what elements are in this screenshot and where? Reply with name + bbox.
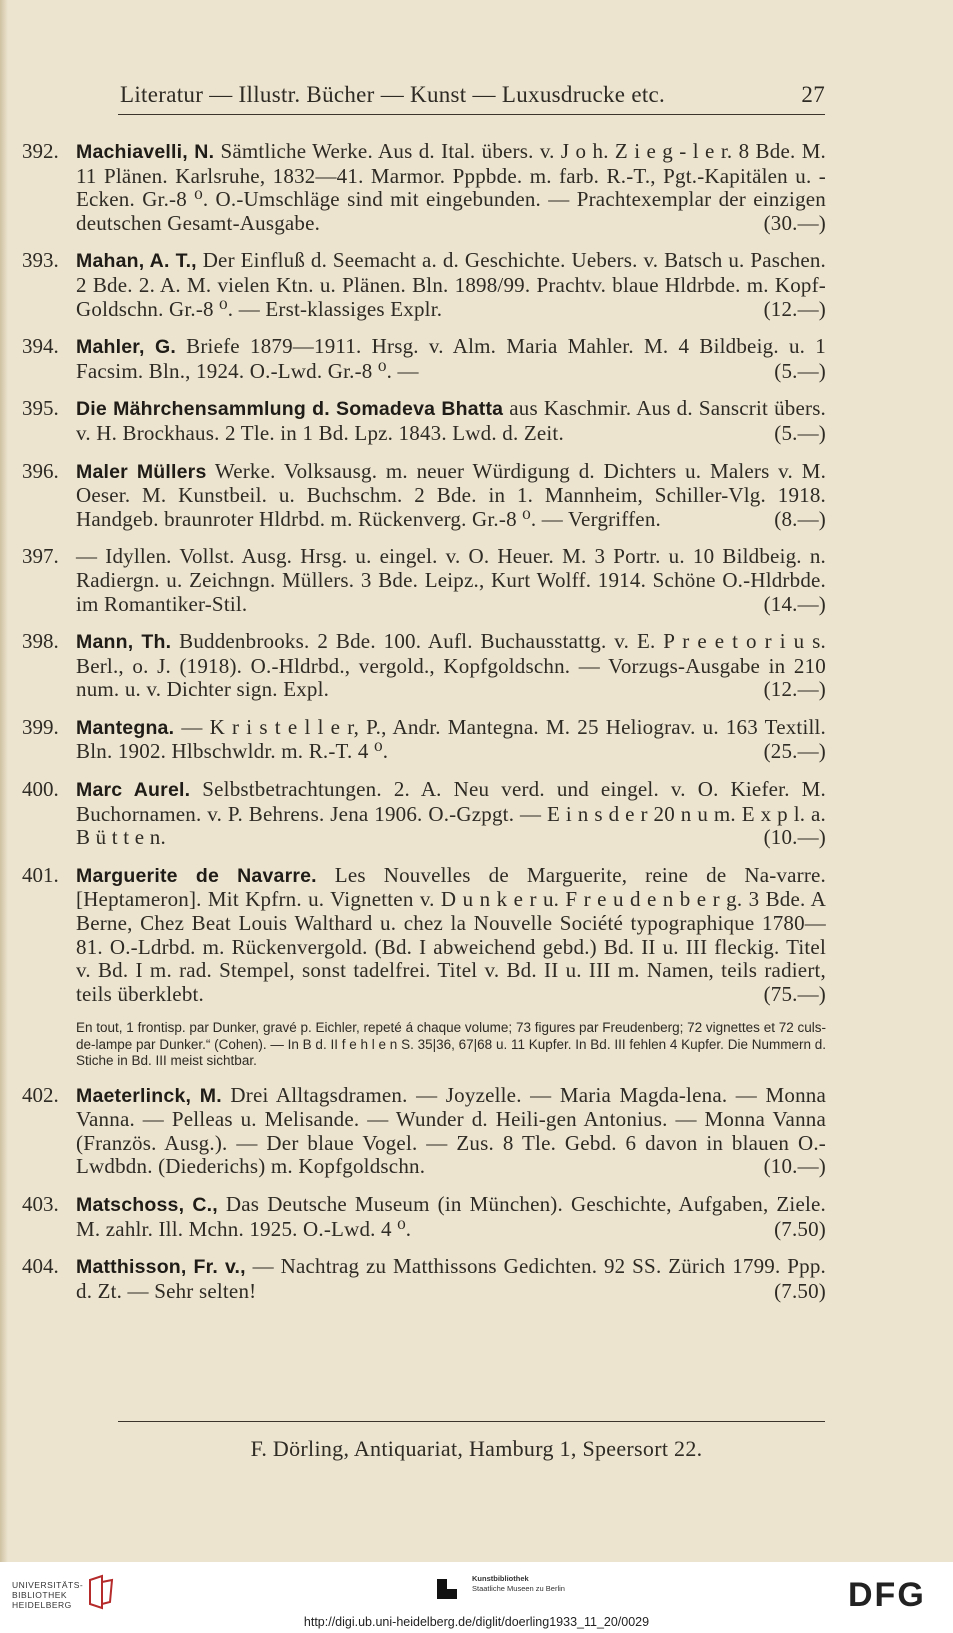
entry-number: 397. [22,544,59,569]
entry-price: (12.—) [763,296,826,321]
entry-author: Marguerite de Navarre. [76,864,317,887]
kunstbibliothek-logo-icon [437,1579,457,1599]
dfg-logo: DFG [848,1576,926,1614]
entry-price: (75.—) [763,981,826,1006]
entry-description: Der Einfluß d. Seemacht a. d. Geschichte. Uebers. v. Batsch u. Paschen. 2 Bde. 2. A. M. vielen Ktn. u. Plänen. Bln. 1898/99. Prachtv. blaue Hldrbde. m. Kopf-Goldschn. Gr.-8 ⁰. — Erst-klassiges Explr. [76,248,826,321]
catalog-entry [22,249,826,321]
entry-price: (25.—) [763,739,826,764]
entry-body [76,1193,826,1241]
kb-line-1: Kunstbibliothek [472,1574,529,1583]
entry-price: (7.50) [774,1216,826,1241]
kunstbibliothek-label [472,1574,565,1594]
entry-description: Sämtliche Werke. Aus d. Ital. übers. v. J o h. Z i e g - l e r. 8 Bde. M. 11 Plänen. Karlsruhe, 1832—41. Marmor. Pppbde. m. farb. R.-T., Pgt.-Kapitälen u. -Ecken. Gr.-8 ⁰. O.-Umschläge sind mit eingebunden. — Prachtexemplar der einzigen deutschen Gesamt-Ausgabe. [76,139,827,235]
entry-description: Selbstbetrachtungen. 2. A. Neu verd. und eingel. v. O. Kiefer. M. Buchornamen. v. P. Behrens. Jena 1906. O.-Gzpgt. — E i n s d e r 20 n u m. E x p l. a. B ü t t e n. [76,777,826,850]
entry-number: 403. [22,1192,59,1216]
entry-number: 400. [22,777,59,802]
entry-description: Drei Alltagsdramen. — Joyzelle. — Maria Magda-lena. — Monna Vanna. — Pelleas u. Melisande. — Wunder d. Heili-gen Antonius. — Monna Vanna (Französ. Ausg.). — Der blaue Vogel. — Zus. 8 Tle. Gebd. 6 davon in blauen O.-Lwdbdn. (Diederichs) m. Kopfgoldschn. [76,1082,827,1179]
catalog-entry [22,545,826,616]
entry-number: 392. [22,139,59,163]
entry-price: (10.—) [763,1154,826,1179]
catalog-entries [22,140,826,1317]
entry-author: Maler Müllers [76,460,207,483]
catalog-entry [22,864,826,1007]
entry-number: 393. [22,248,59,273]
entry-body [76,249,826,321]
header-rule [118,114,825,115]
entry-number: 402. [22,1082,59,1107]
entry-body [76,335,826,383]
entry-author: Mahler, G. [76,336,176,359]
entry-price: (8.—) [774,506,826,531]
entry-price: (30.—) [763,210,826,235]
entry-author: Marc Aurel. [76,779,191,802]
entry-description: aus Kaschmir. Aus d. Sanscrit übers. v. H. Brockhaus. 2 Tle. in 1 Bd. Lpz. 1843. Lwd. d. Zeit. [76,396,827,445]
entry-price: (12.—) [763,677,826,702]
entry-author: Matschoss, C., [76,1194,218,1216]
entry-author: Die Mährchensammlung d. Somadeva Bhatta [76,398,504,421]
heidelberg-logo-icon [86,1574,116,1610]
uni-line-2: BIBLIOTHEK [12,1590,68,1600]
catalog-entry [22,630,826,702]
catalog-entry [22,1255,826,1303]
source-url[interactable]: http://digi.ub.uni-heidelberg.de/diglit/doerling1933_11_20/0029 [303,1615,650,1629]
entry-number: 404. [22,1254,59,1279]
entry-body [76,716,826,764]
entry-body [76,545,826,616]
uni-line-1: UNIVERSITÄTS- [12,1580,84,1590]
entry-body [76,397,826,445]
catalog-entry [22,140,826,235]
entry-description: Das Deutsche Museum (in München). Geschichte, Aufgaben, Ziele. M. zahlr. Ill. Mchn. 1925. O.-Lwd. 4 ⁰. [76,1192,826,1241]
entry-author: Mahan, A. T., [76,250,197,273]
entry-number: 401. [22,862,59,887]
catalog-entry [22,1193,826,1241]
entry-body [76,140,826,235]
entry-body [76,630,826,702]
entry-number: 396. [22,458,59,483]
entry-body [76,778,826,850]
catalog-entry [22,460,826,532]
footer-rule [118,1421,825,1422]
header-title: Literatur — Illustr. Bücher — Kunst — Luxusdrucke etc. [120,82,666,107]
entry-body [76,1255,826,1303]
entry-description: — K r i s t e l l e r, P., Andr. Mantegna. M. 25 Heliograv. u. 163 Textill. Bln. 1902. Hlbschwldr. m. R.-T. 4 ⁰. [76,714,827,764]
entry-number: 399. [22,714,59,739]
publisher-footer: F. Dörling, Antiquariat, Hamburg 1, Speersort 22. [250,1436,703,1461]
entry-body [76,460,826,532]
catalog-entry [22,778,826,850]
entry-body [76,864,826,1007]
page-number: 27 [801,82,825,107]
entry-number: 398. [22,629,59,654]
entry-author: Matthisson, Fr. v., [76,1256,246,1279]
uni-line-3: HEIDELBERG [12,1600,72,1610]
entry-description: Buddenbrooks. 2 Bde. 100. Aufl. Buchausstattg. v. E. P r e e t o r i u s. Berl., o. J. (1918). O.-Hldrbd., vergold., Kopfgoldschn. — Vorzugs-Ausgabe in 210 num. u. v. Dichter sign. Expl. [76,629,827,702]
entry-price: (5.—) [774,358,826,383]
entry-author: Mann, Th. [76,631,172,654]
entry-body [76,1084,826,1179]
kb-line-2: Staatliche Museen zu Berlin [472,1584,565,1593]
catalog-entry [22,1084,826,1179]
entry-price: (14.—) [763,591,826,616]
catalog-entry [22,716,826,764]
entry-description: Werke. Volksausg. m. neuer Würdigung d. Dichters u. Malers v. M. Oeser. M. Kunstbeil. u. Buchschm. 2 Bde. in 1. Mannheim, Schiller-Vlg. 1918. Handgeb. braunroter Hldrbd. m. Rückenverg. Gr.-8 ⁰. — Vergriffen. [76,458,827,531]
entry-author: Mantegna. [76,716,175,739]
entry-price: (7.50) [774,1278,826,1303]
entry-description: Briefe 1879—1911. Hrsg. v. Alm. Maria Mahler. M. 4 Bildbeig. u. 1 Facsim. Bln., 1924. O.-Lwd. Gr.-8 ⁰. — [76,334,826,383]
entry-author: Maeterlinck, M. [76,1084,222,1107]
entry-note: En tout, 1 frontisp. par Dunker, gravé p. Eichler, repeté á chaque volume; 73 figures par Freudenberg; 72 vignettes et 72 culs-de-lampe par Dunker.“ (Cohen). — In B d. II f e h l e n S. 35|36, 67|68 u. 11 Kupfer. In Bd. III fehlen 4 Kupfer. Die Nummern d. Stiche in Bd. III meist sichtbar. [76,1020,826,1069]
entry-number: 394. [22,334,59,359]
entry-description: Les Nouvelles de Marguerite, reine de Na-varre. [Heptameron]. Mit Kpfrn. u. Vignetten v. D u n k e r u. F r e u d e n b e r g. 3 Bde. A Berne, Chez Beat Louis Walthard u. chez la Nouvelle Société typographique 1780—81. O.-Ldrbd. m. Rückenvergold. (Bd. I abweichend gebd.) Bd. II u. III fleckig. Titel v. Bd. I m. rad. Stempel, sonst tadelfrei. Titel v. Bd. II u. III m. Namen, teils radiert, teils überklebt. [76,862,826,1006]
entry-price: (5.—) [774,420,826,445]
entry-description: — Idyllen. Vollst. Ausg. Hrsg. u. eingel. v. O. Heuer. M. 3 Portr. u. 10 Bildbeig. n. Radiergn. u. Zeichngn. Müllers. 3 Bde. Leipz., Kurt Wolff. 1914. Schöne O.-Hldrbde. im Romantiker-Stil. [76,544,826,616]
entry-author: Machiavelli, N. [76,141,215,163]
entry-description: — Nachtrag zu Matthissons Gedichten. 92 SS. Zürich 1799. Ppp. d. Zt. — Sehr selten! [76,1254,827,1303]
catalog-entry [22,335,826,383]
heidelberg-library-label [12,1580,83,1610]
catalog-entry [22,397,826,445]
entry-price: (10.—) [763,825,826,850]
entry-number: 395. [22,396,59,421]
